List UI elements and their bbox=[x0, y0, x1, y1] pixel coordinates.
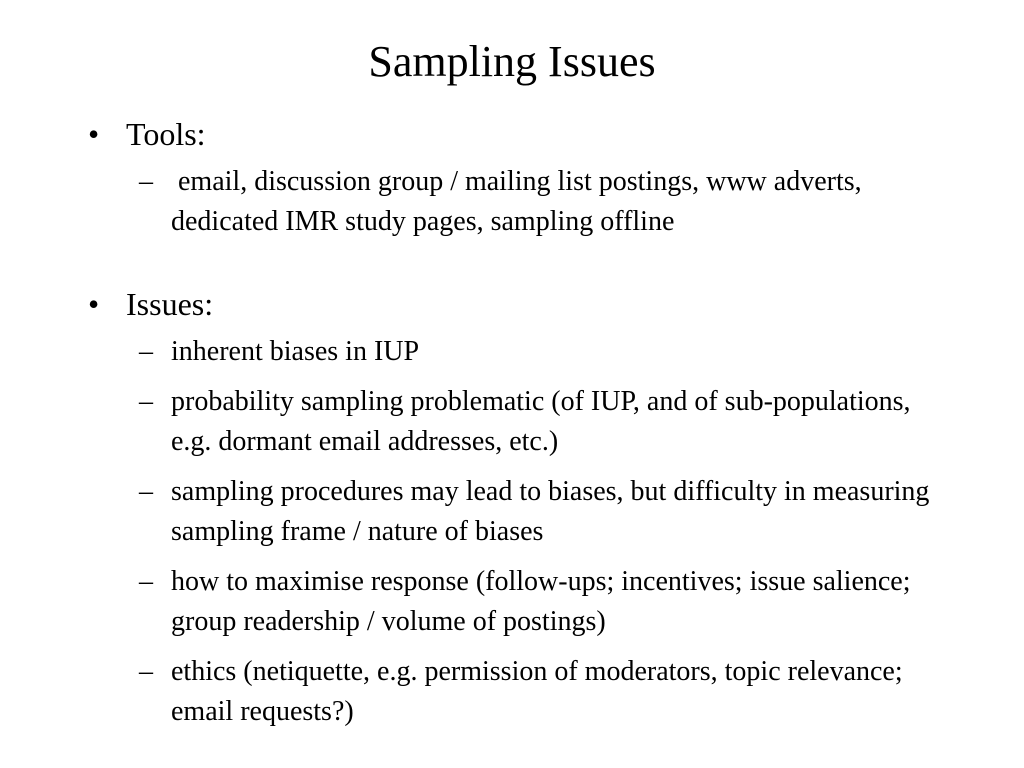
dash-icon: – bbox=[139, 476, 153, 507]
list-item bbox=[88, 332, 948, 372]
list-item-text: ethics (netiquette, e.g. permission of moderators, topic relevance; email requests?) bbox=[171, 656, 903, 727]
slide-title: Sampling Issues bbox=[368, 37, 656, 86]
bullet-issues bbox=[88, 282, 948, 326]
list-item-text: sampling procedures may lead to biases, but difficulty in measuring sampling frame / nature of biases bbox=[171, 476, 930, 547]
issues-list bbox=[88, 332, 948, 732]
dash-icon: – bbox=[139, 656, 153, 687]
list-item-text: probability sampling problematic (of IUP, and of sub-populations, e.g. dormant email addresses, etc.) bbox=[171, 386, 911, 457]
section-issues bbox=[88, 282, 948, 742]
tools-list bbox=[88, 162, 948, 242]
list-item bbox=[88, 162, 948, 242]
bullet-icon: • bbox=[88, 286, 100, 322]
dash-icon: – bbox=[139, 386, 153, 417]
list-item bbox=[88, 382, 948, 462]
dash-icon: – bbox=[139, 166, 153, 197]
dash-icon: – bbox=[139, 336, 153, 367]
bullet-icon: • bbox=[88, 116, 100, 152]
list-item bbox=[88, 652, 948, 732]
list-item-text: inherent biases in IUP bbox=[171, 336, 420, 367]
section-tools bbox=[88, 112, 948, 252]
dash-icon: – bbox=[139, 566, 153, 597]
bullet-tools bbox=[88, 112, 948, 156]
bullet-label: Issues: bbox=[126, 286, 214, 322]
list-item-text: how to maximise response (follow-ups; incentives; issue salience; group readership / volume of postings) bbox=[171, 566, 911, 637]
list-item bbox=[88, 562, 948, 642]
bullet-label: Tools: bbox=[126, 116, 206, 152]
list-item-text: email, discussion group / mailing list postings, www adverts, dedicated IMR study pages, sampling offline bbox=[171, 166, 869, 237]
list-item bbox=[88, 472, 948, 552]
